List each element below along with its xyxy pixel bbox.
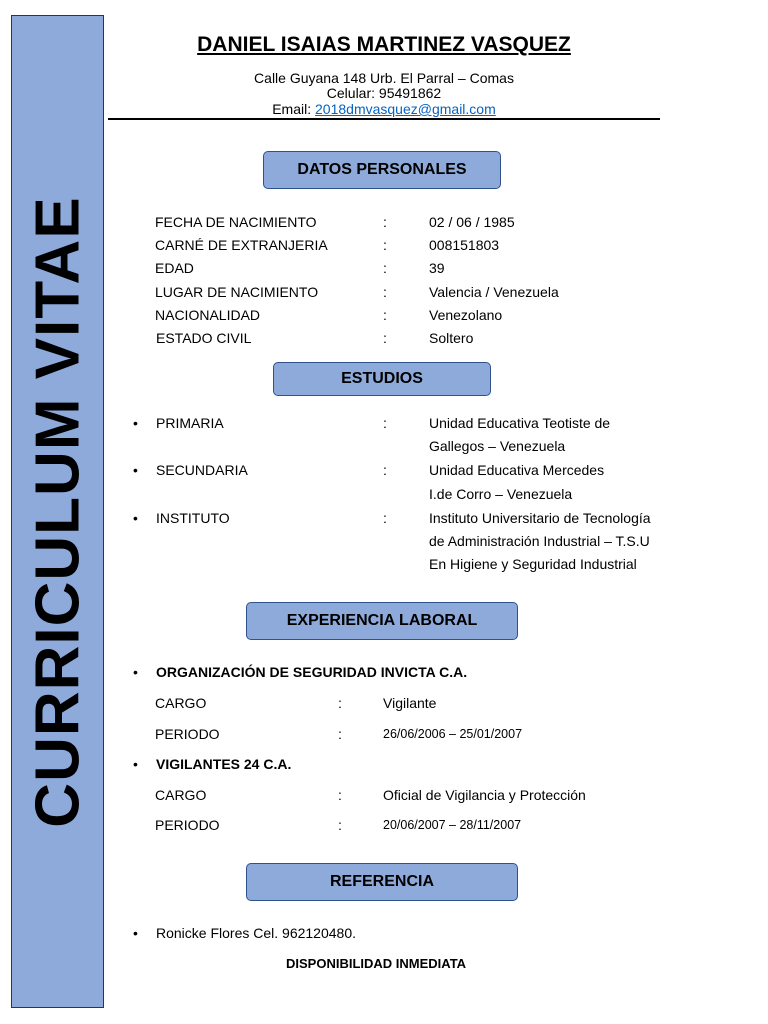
- reference-item: Ronicke Flores Cel. 962120480.: [156, 925, 357, 941]
- separator: :: [383, 462, 387, 478]
- birthdate-value: 02 / 06 / 1985: [429, 214, 515, 230]
- separator: :: [383, 330, 387, 346]
- job-periodo-value: 20/06/2007 – 28/11/2007: [383, 818, 522, 832]
- institute-line-2: de Administración Industrial – T.S.U: [429, 533, 650, 549]
- secondary-label: SECUNDARIA: [156, 462, 248, 478]
- address: Calle Guyana 148 Urb. El Parral – Comas: [254, 70, 514, 86]
- primary-line-1: Unidad Educativa Teotiste de: [429, 415, 611, 431]
- birthdate-label: FECHA DE NACIMIENTO: [155, 214, 317, 230]
- institute-line-3: En Higiene y Seguridad Industrial: [429, 556, 637, 572]
- email-link[interactable]: 2018dmvasquez@gmail.com: [315, 101, 496, 117]
- nationality-value: Venezolano: [429, 307, 503, 323]
- marital-status-label: ESTADO CIVIL: [156, 330, 252, 346]
- job-cargo-value: Vigilante: [383, 695, 437, 711]
- institute-line-1: Instituto Universitario de Tecnología: [429, 510, 651, 526]
- birthplace-value: Valencia / Venezuela: [429, 284, 559, 300]
- email-prefix: Email:: [272, 101, 316, 117]
- section-experiencia: EXPERIENCIA LABORAL: [246, 602, 518, 640]
- header-divider: [108, 118, 660, 120]
- institute-label: INSTITUTO: [156, 510, 230, 526]
- secondary-line-1: Unidad Educativa Mercedes: [429, 462, 605, 478]
- job-company: ORGANIZACIÓN DE SEGURIDAD INVICTA C.A.: [156, 664, 468, 680]
- job-periodo-label: PERIODO: [155, 817, 220, 833]
- separator: :: [338, 695, 342, 711]
- birthplace-label: LUGAR DE NACIMIENTO: [155, 284, 319, 300]
- candidate-name: DANIEL ISAIAS MARTINEZ VASQUEZ: [197, 33, 571, 56]
- separator: :: [338, 787, 342, 803]
- separator: :: [383, 510, 387, 526]
- job-periodo-label: PERIODO: [155, 726, 220, 742]
- section-estudios: ESTUDIOS: [273, 362, 491, 396]
- separator: :: [383, 237, 387, 253]
- age-value: 39: [429, 260, 445, 276]
- primary-line-2: Gallegos – Venezuela: [429, 438, 566, 454]
- bullet: •: [133, 664, 138, 680]
- primary-label: PRIMARIA: [156, 415, 224, 431]
- job-periodo-value: 26/06/2006 – 25/01/2007: [383, 727, 523, 741]
- bullet: •: [133, 415, 138, 431]
- marital-status-value: Soltero: [429, 330, 474, 346]
- nationality-label: NACIONALIDAD: [155, 307, 261, 323]
- section-referencia: REFERENCIA: [246, 863, 518, 901]
- email-line: [108, 101, 660, 117]
- bullet: •: [133, 510, 138, 526]
- job-cargo-value: Oficial de Vigilancia y Protección: [383, 787, 586, 803]
- separator: :: [383, 284, 387, 300]
- separator: :: [383, 307, 387, 323]
- phone: Celular: 95491862: [326, 85, 442, 101]
- separator: :: [383, 260, 387, 276]
- availability-note: DISPONIBILIDAD INMEDIATA: [286, 956, 467, 971]
- job-cargo-label: CARGO: [155, 787, 207, 803]
- sidebar-title: CURRICULUM VITAE: [23, 195, 92, 828]
- age-label: EDAD: [155, 260, 194, 276]
- id-card-value: 008151803: [429, 237, 500, 253]
- bullet: •: [133, 925, 138, 941]
- job-company: VIGILANTES 24 C.A.: [156, 756, 292, 772]
- job-cargo-label: CARGO: [155, 695, 207, 711]
- separator: :: [383, 214, 387, 230]
- sidebar-banner: [11, 15, 104, 1008]
- bullet: •: [133, 462, 138, 478]
- separator: :: [383, 415, 387, 431]
- section-datos-personales: DATOS PERSONALES: [263, 151, 501, 189]
- separator: :: [338, 817, 342, 833]
- separator: :: [338, 726, 342, 742]
- id-card-label: CARNÉ DE EXTRANJERIA: [155, 237, 328, 253]
- bullet: •: [133, 756, 138, 772]
- secondary-line-2: I.de Corro – Venezuela: [429, 486, 573, 502]
